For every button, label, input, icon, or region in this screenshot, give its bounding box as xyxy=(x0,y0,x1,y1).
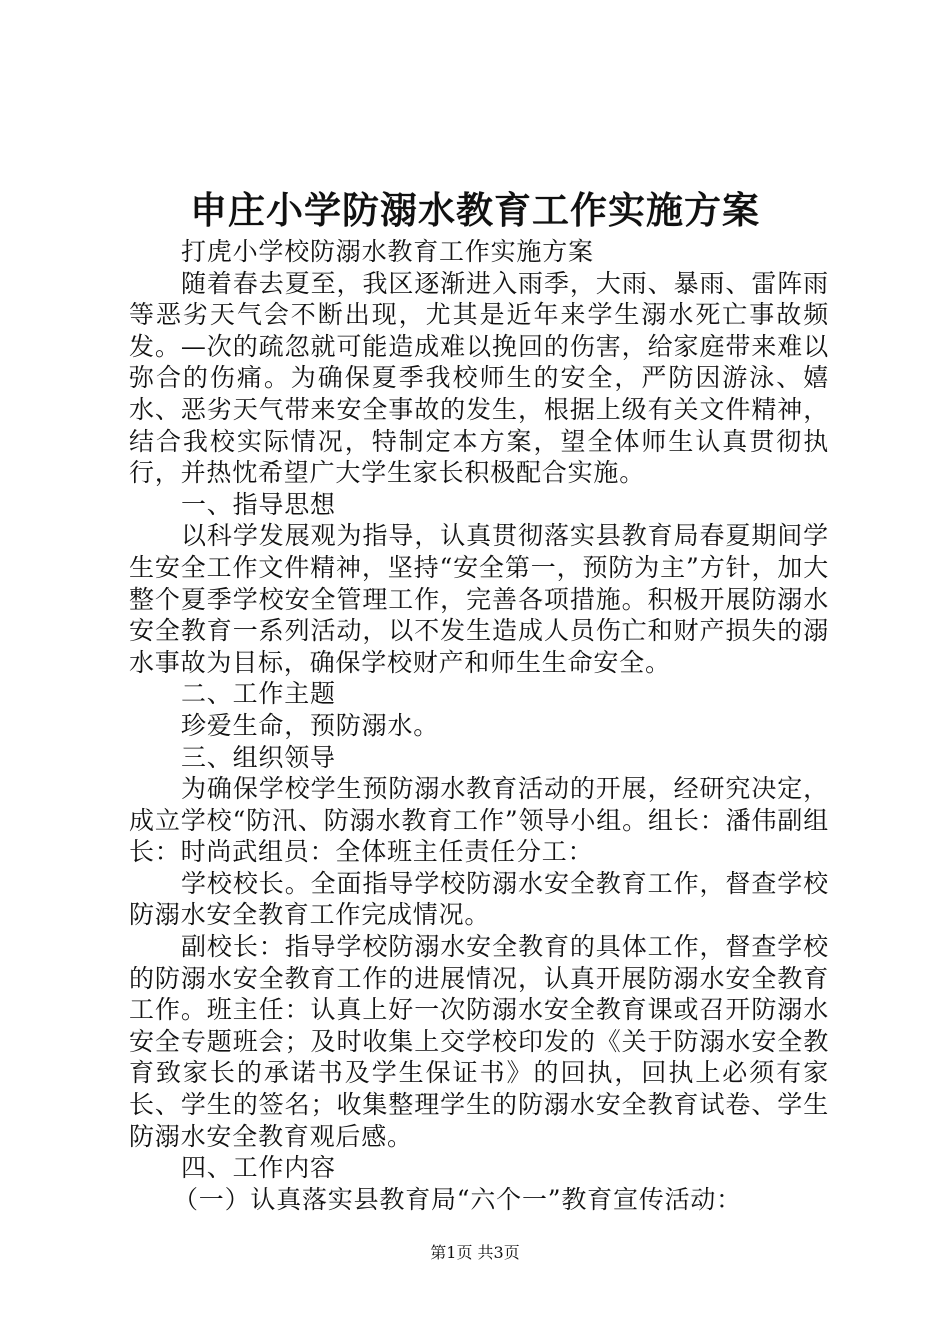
subtitle-paragraph: 打虎小学校防溺水教育工作实施方案 xyxy=(181,237,594,266)
leadership-paragraph: 为确保学校学生预防溺水教育活动的开展，经研究决定，成立学校“防汛、防溺水教育工作”领导小组。组长：潘伟副组长：时尚武组员：全体班主任责任分工： xyxy=(129,774,829,867)
subsection-heading-six-ones: （一）认真落实县教育局“六个一”教育宣传活动： xyxy=(173,1184,742,1214)
work-theme-paragraph: 珍爱生命，预防溺水。 xyxy=(181,710,440,740)
document-body xyxy=(129,236,829,1215)
section-heading-work-content: 四、工作内容 xyxy=(181,1153,336,1183)
principal-duty-paragraph: 学校校长。全面指导学校防溺水安全教育工作，督查学校防溺水安全教育工作完成情况。 xyxy=(129,868,829,930)
intro-paragraph: 随着春去夏至，我区逐渐进入雨季，大雨、暴雨、雷阵雨等恶劣天气会不断出现，尤其是近年来学生溺水死亡事故频发。—次的疏忽就可能造成难以挽回的伤害，给家庭带来难以弥合的伤痛。为确保夏季我校师生的安全，严防因游泳、嬉水、恶劣天气带来安全事故的发生，根据上级有关文件精神，结合我校实际情况，特制定本方案，望全体师生认真贯彻执行，并热忱希望广大学生家长积极配合实施。 xyxy=(129,268,829,488)
section-heading-leadership: 三、组织领导 xyxy=(181,742,336,772)
page-title: 申庄小学防溺水教育工作实施方案 xyxy=(190,188,760,232)
page-footer: 第1页 共3页 xyxy=(430,1243,520,1262)
section-heading-work-theme: 二、工作主题 xyxy=(181,679,336,709)
guiding-thought-paragraph: 以科学发展观为指导，认真贯彻落实县教育局春夏期间学生安全工作文件精神，坚持“安全第一，预防为主”方针，加大整个夏季学校安全管理工作，完善各项措施。积极开展防溺水安全教育一系列活动，以不发生造成人员伤亡和财产损失的溺水事故为目标，确保学校财产和师生生命安全。 xyxy=(129,521,829,677)
section-heading-guiding-thought: 一、指导思想 xyxy=(181,489,336,519)
vice-principal-duty-paragraph: 副校长：指导学校防溺水安全教育的具体工作，督查学校的防溺水安全教育工作的进展情况，认真开展防溺水安全教育工作。班主任：认真上好一次防溺水安全教育课或召开防溺水安全专题班会；及时收集上交学校印发的《关于防溺水安全教育致家长的承诺书及学生保证书》的回执，回执上必须有家长、学生的签名；收集整理学生的防溺水安全教育试卷、学生防溺水安全教育观后感。 xyxy=(129,932,829,1151)
